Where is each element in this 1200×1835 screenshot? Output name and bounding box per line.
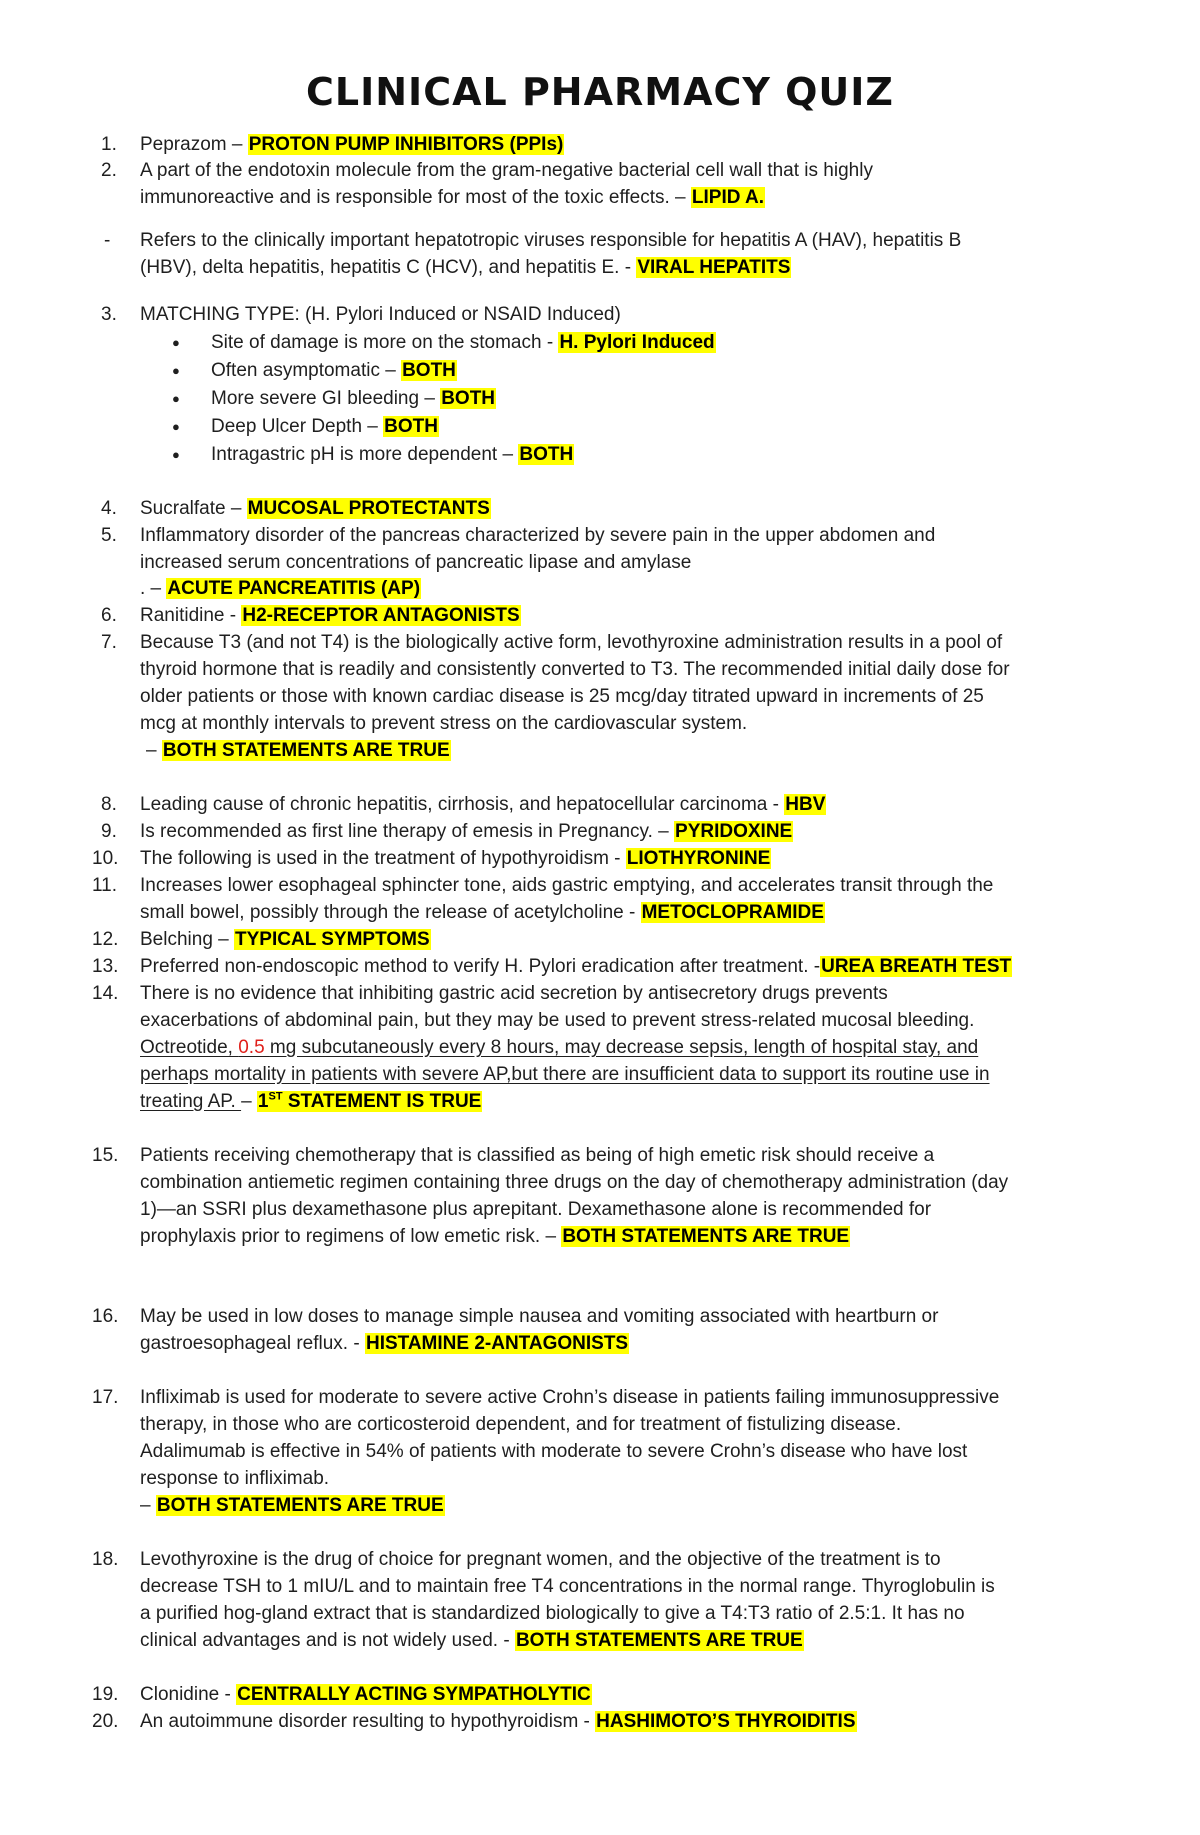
question-7-line-1: Because T3 (and not T4) is the biologically active form, levothyroxine administration results in a pool of: [140, 632, 1003, 653]
matching-text: Intragastric pH is more dependent –: [211, 444, 519, 465]
question-text: Sucralfate –: [140, 498, 247, 519]
matching-text: Site of damage is more on the stomach -: [211, 332, 559, 353]
question-text: –: [140, 1495, 156, 1516]
question-17-line-4: response to infliximab.: [140, 1468, 330, 1489]
matching-item: [211, 385, 496, 412]
question-14-line-4: perhaps mortality in patients with severe AP,but there are insufficient data to support its routine use in: [140, 1064, 990, 1085]
item-number: 12.: [92, 929, 119, 950]
matching-item: [211, 413, 439, 440]
question-19: [140, 1681, 592, 1708]
question-15-line-2: combination antiemetic regimen containing three drugs on the day of chemotherapy administration (day: [140, 1172, 1009, 1193]
item-number: 15.: [92, 1145, 119, 1166]
answer-highlight: BOTH STATEMENTS ARE TRUE: [162, 740, 450, 761]
question-6: [140, 602, 521, 629]
question-8: [140, 791, 826, 818]
item-number: 7.: [101, 632, 117, 653]
bullet: ●: [172, 447, 180, 462]
bullet: ●: [172, 391, 180, 406]
matching-item: [211, 357, 457, 384]
question-text: prophylaxis prior to regimens of low emetic risk. –: [140, 1226, 562, 1247]
item-number: 8.: [101, 794, 117, 815]
question-7-line-4: mcg at monthly intervals to prevent stress on the cardiovascular system.: [140, 713, 748, 734]
answer-highlight: BOTH STATEMENTS ARE TRUE: [562, 1226, 850, 1247]
item-number: 20.: [92, 1711, 119, 1732]
answer-highlight: CENTRALLY ACTING SYMPATHOLYTIC: [237, 1684, 591, 1705]
page-title: CLINICAL PHARMACY QUIZ: [306, 70, 894, 114]
answer-highlight: PYRIDOXINE: [675, 821, 793, 842]
dash-item-line-2: [140, 254, 791, 281]
bullet: ●: [172, 363, 180, 378]
item-number: 19.: [92, 1684, 119, 1705]
bullet: ●: [172, 335, 180, 350]
answer-highlight: BOTH: [519, 444, 574, 465]
matching-item: [211, 329, 716, 356]
question-2-line-1: A part of the endotoxin molecule from the gram-negative bacterial cell wall that is highly: [140, 160, 873, 181]
question-9: [140, 818, 793, 845]
item-number: 16.: [92, 1306, 119, 1327]
question-7-line-5: [146, 737, 451, 764]
question-text: Is recommended as first line therapy of emesis in Pregnancy. –: [140, 821, 675, 842]
question-text: Belching –: [140, 929, 235, 950]
question-text: mg subcutaneously every 8 hours, may decrease sepsis, length of hospital stay, and: [269, 1037, 979, 1058]
answer-highlight: PROTON PUMP INHIBITORS (PPIs): [248, 134, 564, 155]
answer-highlight: ACUTE PANCREATITIS (AP): [167, 578, 421, 599]
item-number: 13.: [92, 956, 119, 977]
question-text: –: [146, 740, 162, 761]
question-1: [140, 131, 564, 158]
question-17-line-1: Infliximab is used for moderate to severe active Crohn’s disease in patients failing immunosuppressive: [140, 1387, 1000, 1408]
question-17-line-3: Adalimumab is effective in 54% of patients with moderate to severe Crohn’s disease who have lost: [140, 1441, 968, 1462]
question-7-line-3: older patients or those with known cardiac disease is 25 mcg/day titrated upward in increments of 25: [140, 686, 984, 707]
matching-text: Deep Ulcer Depth –: [211, 416, 384, 437]
matching-item: [211, 441, 574, 468]
question-5-line-2: increased serum concentrations of pancreatic lipase and amylase: [140, 552, 692, 573]
question-18-line-2: decrease TSH to 1 mIU/L and to maintain free T4 concentrations in the normal range. Thyroglobulin is: [140, 1576, 995, 1597]
question-text: Octreotide,: [140, 1037, 239, 1058]
answer-part: STATEMENT IS TRUE: [282, 1091, 482, 1112]
item-number: 18.: [92, 1549, 119, 1570]
answer-highlight: H2-RECEPTOR ANTAGONISTS: [242, 605, 520, 626]
matching-text: More severe GI bleeding –: [211, 388, 441, 409]
question-text: An autoimmune disorder resulting to hypothyroidism -: [140, 1711, 596, 1732]
answer-highlight: UREA BREATH TEST: [821, 956, 1012, 977]
question-14-line-1: There is no evidence that inhibiting gastric acid secretion by antisecretory drugs prevents: [140, 983, 888, 1004]
question-text: Leading cause of chronic hepatitis, cirrhosis, and hepatocellular carcinoma -: [140, 794, 785, 815]
question-15-line-3: 1)—an SSRI plus dexamethasone plus aprepitant. Dexamethasone alone is recommended for: [140, 1199, 932, 1220]
answer-highlight: BOTH: [441, 388, 496, 409]
question-text: Peprazom –: [140, 134, 248, 155]
question-text: (HBV), delta hepatitis, hepatitis C (HCV), and hepatitis E. -: [140, 257, 637, 278]
question-18-line-3: a purified hog-gland extract that is standardized biologically to give a T4:T3 ratio of 2.5:1. It has no: [140, 1603, 965, 1624]
question-text: Ranitidine -: [140, 605, 242, 626]
question-15-line-4: [140, 1223, 850, 1250]
item-number: 9.: [101, 821, 117, 842]
question-11-line-2: [140, 899, 825, 926]
question-14-line-2: exacerbations of abdominal pain, but they may be used to prevent stress-related mucosal bleeding.: [140, 1010, 975, 1031]
question-17-line-2: therapy, in those who are corticosteroid dependent, and for treatment of fistulizing disease.: [140, 1414, 902, 1435]
question-text: The following is used in the treatment of hypothyroidism -: [140, 848, 626, 869]
answer-highlight: BOTH STATEMENTS ARE TRUE: [515, 1630, 803, 1651]
answer-highlight: HASHIMOTO’S THYROIDITIS: [596, 1711, 856, 1732]
answer-highlight: TYPICAL SYMPTOMS: [235, 929, 430, 950]
question-5-line-3: [140, 575, 421, 602]
item-number: 5.: [101, 525, 117, 546]
item-number: 17.: [92, 1387, 119, 1408]
question-16-line-1: May be used in low doses to manage simple nausea and vomiting associated with heartburn or: [140, 1306, 939, 1327]
question-12: [140, 926, 431, 953]
question-text: clinical advantages and is not widely used. -: [140, 1630, 515, 1651]
item-number: 10.: [92, 848, 119, 869]
question-17-line-5: [140, 1492, 445, 1519]
item-number: 4.: [101, 498, 117, 519]
item-number: 6.: [101, 605, 117, 626]
answer-highlight: H. Pylori Induced: [559, 332, 715, 353]
answer-highlight: VIRAL HEPATITS: [637, 257, 791, 278]
question-16-line-2: [140, 1330, 629, 1357]
item-number: 14.: [92, 983, 119, 1004]
bullet: ●: [172, 419, 180, 434]
question-2-line-2: [140, 184, 765, 211]
question-text: gastroesophageal reflux. -: [140, 1333, 365, 1354]
question-4: [140, 495, 491, 522]
answer-highlight: METOCLOPRAMIDE: [641, 902, 824, 923]
question-text: . –: [140, 578, 167, 599]
dash-item-line-1: Refers to the clinically important hepatotropic viruses responsible for hepatitis A (HAV), hepatitis B: [140, 230, 962, 251]
dash-marker: -: [104, 230, 111, 251]
question-text: Preferred non-endoscopic method to verify H. Pylori eradication after treatment. -: [140, 956, 821, 977]
question-18-line-1: Levothyroxine is the drug of choice for pregnant women, and the objective of the treatment is to: [140, 1549, 941, 1570]
answer-highlight: BOTH STATEMENTS ARE TRUE: [156, 1495, 444, 1516]
answer-superscript: ST: [268, 1090, 283, 1103]
answer-highlight: BOTH: [402, 360, 456, 381]
answer-highlight: LIPID A.: [691, 187, 765, 208]
answer-highlight: HBV: [785, 794, 826, 815]
question-3: MATCHING TYPE: (H. Pylori Induced or NSAID Induced): [140, 304, 621, 325]
answer-highlight: HISTAMINE 2-ANTAGONISTS: [365, 1333, 629, 1354]
question-text: Clonidine -: [140, 1684, 237, 1705]
answer-highlight: BOTH: [384, 416, 438, 437]
question-text: small bowel, possibly through the release of acetylcholine -: [140, 902, 641, 923]
question-18-line-4: [140, 1627, 804, 1654]
matching-text: Often asymptomatic –: [211, 360, 402, 381]
question-14-line-3: [140, 1034, 978, 1061]
question-text: immunoreactive and is responsible for most of the toxic effects. –: [140, 187, 691, 208]
question-14-line-5: [140, 1088, 482, 1115]
answer-part: 1: [257, 1091, 269, 1112]
item-number: 2.: [101, 160, 117, 181]
question-11-line-1: Increases lower esophageal sphincter tone, aids gastric emptying, and accelerates transit through the: [140, 875, 994, 896]
question-7-line-2: thyroid hormone that is readily and consistently converted to T3. The recommended initial daily dose for: [140, 659, 1010, 680]
answer-highlight: MUCOSAL PROTECTANTS: [247, 498, 490, 519]
item-number: 11.: [92, 875, 118, 896]
question-10: [140, 845, 771, 872]
question-text: –: [241, 1091, 257, 1112]
item-number: 1.: [101, 134, 117, 155]
question-20: [140, 1708, 857, 1735]
answer-highlight: [257, 1091, 482, 1112]
question-15-line-1: Patients receiving chemotherapy that is classified as being of high emetic risk should receive a: [140, 1145, 935, 1166]
dose-value: 0.5: [238, 1037, 270, 1058]
question-5-line-1: Inflammatory disorder of the pancreas characterized by severe pain in the upper abdomen and: [140, 525, 936, 546]
item-number: 3.: [101, 304, 117, 325]
question-text: treating AP.: [140, 1091, 242, 1112]
question-13: [140, 953, 1012, 980]
answer-highlight: LIOTHYRONINE: [626, 848, 771, 869]
